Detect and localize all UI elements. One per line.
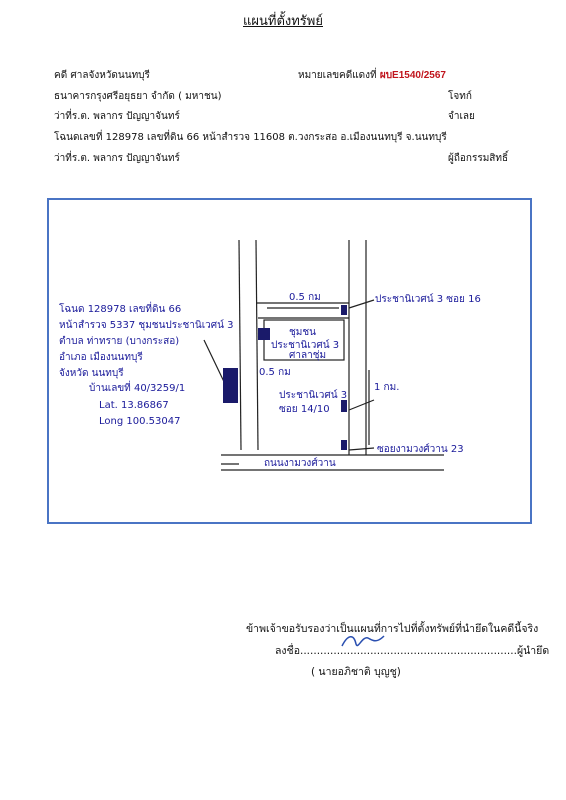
label-width-mid: 0.5 กม bbox=[259, 367, 291, 378]
defendant-role: จำเลย bbox=[448, 111, 475, 122]
certification-statement: ข้าพเจ้าขอรับรองว่าเป็นแผนที่การไปที่ตั้งทรัพย์ที่นำยึดในคดีนี้จริง bbox=[246, 623, 539, 635]
owner-role: ผู้ถือกรรมสิทธิ์ bbox=[448, 153, 509, 164]
signer-name: ( นายอภิชาติ บุญชู) bbox=[311, 666, 401, 678]
deed-line: อำเภอ เมืองนนทบุรี bbox=[59, 352, 143, 363]
junction-marker bbox=[341, 400, 347, 412]
deed-line: จังหวัด นนทบุรี bbox=[59, 368, 124, 379]
label-soi14-2: ซอย 14/10 bbox=[279, 404, 330, 415]
label-community-3: ศาลาชุ่ม bbox=[289, 350, 327, 361]
deed-line: บ้านเลขที่ 40/3259/1 bbox=[89, 383, 186, 394]
junction-marker bbox=[341, 440, 347, 450]
deed-line: Lat. 13.86867 bbox=[99, 400, 169, 411]
deed-line: โฉนด 128978 เลขที่ดิน 66 bbox=[59, 304, 182, 315]
label-community-2: ประชานิเวศน์ 3 bbox=[271, 340, 340, 351]
lawyer-1: ว่าที่ร.ต. พลากร ปัญญาจันทร์ bbox=[54, 111, 180, 122]
sign-prefix: ลงชื่อ bbox=[275, 645, 300, 657]
pointer-arrow bbox=[349, 448, 374, 450]
plaintiff-name: ธนาคารกรุงศรีอยุธยา จำกัด ( มหาชน) bbox=[54, 91, 222, 102]
deed-line: ตำบล ท่าทราย (บางกระสอ) bbox=[59, 336, 180, 347]
community-marker bbox=[258, 328, 270, 340]
court-label: คดี ศาลจังหวัดนนทบุรี bbox=[54, 70, 150, 81]
property-map bbox=[47, 198, 532, 524]
deed-line: หน้าสำรวจ 5337 ชุมชนประชานิเวศน์ 3 bbox=[59, 320, 234, 331]
pointer-arrow bbox=[349, 400, 374, 410]
deed-line: Long 100.53047 bbox=[99, 416, 181, 427]
deed-info: โฉนดเลขที่ 128978 เลขที่ดิน 66 หน้าสำรวจ 11608 ต.วงกระสอ อ.เมืองนนทบุรี จ.นนทบุรี bbox=[54, 132, 447, 143]
case-number-row bbox=[298, 68, 446, 83]
label-main-road: ถนนงามวงศ์วาน bbox=[264, 458, 336, 469]
sign-dots: ................................................................. bbox=[300, 645, 517, 657]
plaintiff-role: โจทก์ bbox=[448, 91, 472, 102]
label-soi16: ประชานิเวศน์ 3 ซอย 16 bbox=[375, 294, 481, 305]
label-community: ชุมชน bbox=[289, 327, 317, 338]
label-1km: 1 กม. bbox=[374, 382, 400, 393]
pointer-arrow bbox=[349, 300, 374, 308]
label-soi14-1: ประชานิเวศน์ 3 bbox=[279, 390, 348, 401]
map-sketch bbox=[49, 200, 530, 522]
deed-notes bbox=[59, 301, 234, 427]
label-soi23: ซอยงามวงศ์วาน 23 bbox=[377, 444, 464, 455]
page-title: แผนที่ตั้งทรัพย์ bbox=[243, 14, 323, 29]
case-number-value: ผบE1540/2567 bbox=[379, 70, 446, 81]
property-marker bbox=[223, 368, 238, 403]
case-number-label: หมายเลขคดีแดงที่ bbox=[298, 70, 377, 81]
signature-line bbox=[275, 642, 549, 659]
handwritten-signature bbox=[338, 630, 388, 652]
road-line bbox=[239, 240, 241, 450]
lawyer-2: ว่าที่ร.ต. พลากร ปัญญาจันทร์ bbox=[54, 153, 180, 164]
label-width-top: 0.5 กม bbox=[289, 292, 321, 303]
sign-role: ผู้นำยึด bbox=[516, 645, 550, 657]
road-line bbox=[256, 240, 258, 450]
junction-marker bbox=[341, 305, 347, 315]
